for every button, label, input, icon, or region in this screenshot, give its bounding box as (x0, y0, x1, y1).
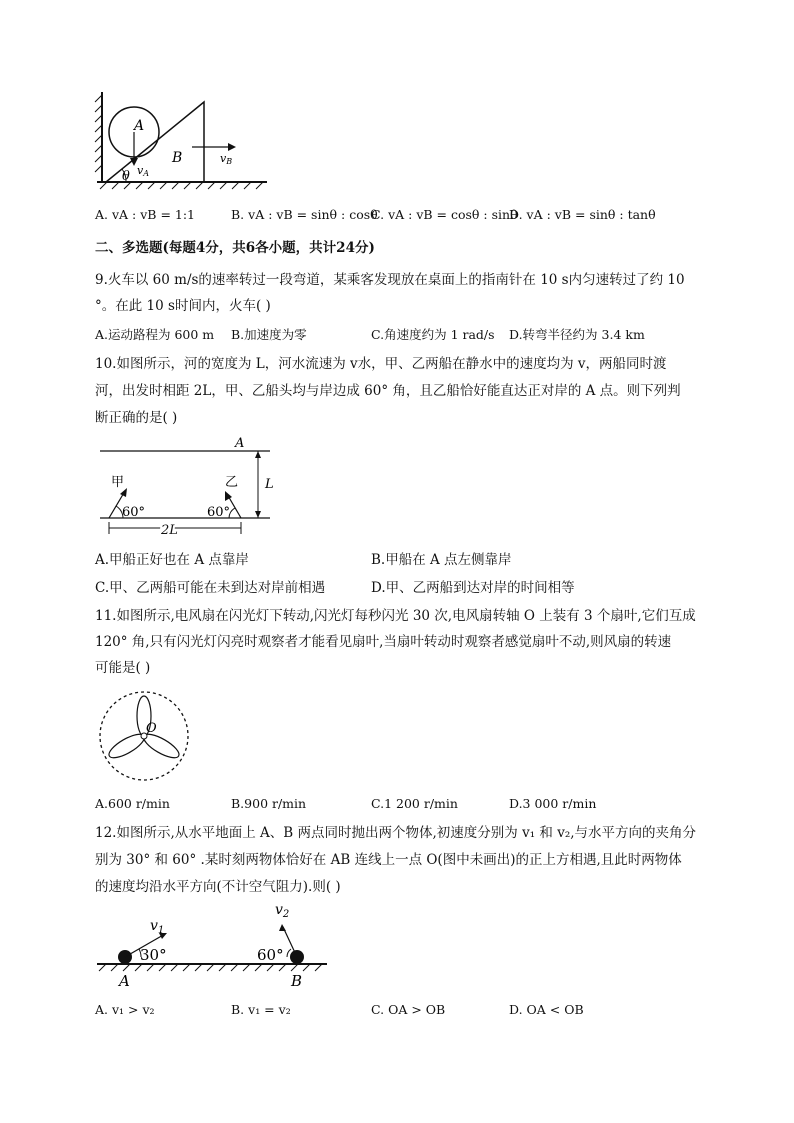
q12-option-c[interactable]: C. OA > OB (371, 1002, 446, 1017)
q11-option-b[interactable]: B.900 r/min (231, 796, 307, 811)
q9-option-d[interactable]: D.转弯半径约为 3.4 km (509, 327, 645, 342)
q12-label-B: B (291, 972, 303, 990)
q10-text-line1: 10.如图所示，河的宽度为 L，河水流速为 v水，甲、乙两船在静水中的速度均为 v，两船同时渡 (95, 356, 667, 372)
q12-label-angle1: 30° (140, 946, 167, 964)
q10-option-b[interactable]: B.甲船在 A 点左侧靠岸 (371, 552, 512, 568)
q11-option-a[interactable]: A.600 r/min (95, 796, 170, 811)
q10-text-line3: 断正确的是( ) (95, 410, 178, 426)
q8-option-d[interactable]: D. vA : vB = sinθ : tanθ (509, 207, 656, 222)
q12-figure (95, 900, 335, 992)
q11-fan-figure (96, 688, 192, 784)
q9-option-b[interactable]: B.加速度为零 (231, 327, 307, 342)
q8-figure (92, 92, 272, 194)
q10-label-2L: 2L (161, 523, 178, 536)
q8-label-A: A (134, 118, 145, 134)
q11-text-line2: 120° 角,只有闪光灯闪亮时观察者才能看见扇叶,当扇叶转动时观察者感觉扇叶不动,则风扇的转速 (95, 634, 672, 650)
q9-option-a[interactable]: A.运动路程为 600 m (95, 327, 215, 342)
q12-label-v1: $v_1$ (150, 918, 165, 936)
q10-label-L: L (265, 477, 274, 492)
q10-label-A: A (235, 436, 245, 451)
q11-label-O: O (146, 721, 157, 736)
q10-label-yi: 乙 (225, 475, 239, 490)
q10-option-c[interactable]: C.甲、乙两船可能在未到达对岸前相遇 (95, 580, 326, 596)
q8-label-theta: θ (122, 169, 130, 184)
q12-text-line2: 别为 30° 和 60° .某时刻两物体恰好在 AB 连线上一点 O(图中未画出)的正上方相遇,且此时两物体 (95, 852, 682, 868)
q10-label-angle1: 60° (122, 505, 146, 520)
q8-label-vA: vA (137, 164, 149, 178)
q12-option-b[interactable]: B. v₁ = v₂ (231, 1002, 291, 1017)
q9-option-c[interactable]: C.角速度约为 1 rad/s (371, 327, 495, 342)
q10-label-jia: 甲 (111, 475, 125, 490)
q12-option-a[interactable]: A. v₁ > v₂ (95, 1002, 155, 1017)
q9-text-line2: °。在此 10 s时间内，火车( ) (95, 298, 271, 314)
q12-option-d[interactable]: D. OA < OB (509, 1002, 584, 1017)
q12-text-line1: 12.如图所示,从水平地面上 A、B 两点同时抛出两个物体,初速度分别为 v₁ 和 v₂,与水平方向的夹角分 (95, 825, 697, 841)
q12-text-line3: 的速度均沿水平方向(不计空气阻力).则( ) (95, 879, 341, 895)
q8-option-a[interactable]: A. vA : vB = 1:1 (95, 207, 196, 222)
q11-text-line3: 可能是( ) (95, 660, 151, 676)
q10-text-line2: 河，出发时相距 2L，甲、乙船头均与岸边成 60° 角，且乙船恰好能直达正对岸的 A 点。则下列判 (95, 383, 681, 399)
section-2-title: 二、多选题(每题4分，共6各小题，共计24分) (95, 240, 375, 256)
q8-option-c[interactable]: C. vA : vB = cosθ : sinθ (371, 207, 518, 222)
q10-figure (95, 436, 285, 536)
q8-option-b[interactable]: B. vA : vB = sinθ : cosθ (231, 207, 378, 222)
q8-label-B: B (172, 150, 183, 166)
q11-option-d[interactable]: D.3 000 r/min (509, 796, 597, 811)
q9-text-line1: 9.火车以 60 m/s的速率转过一段弯道，某乘客发现放在桌面上的指南针在 10 s内匀速转过了约 10 (95, 272, 685, 288)
q12-label-angle2: 60° (257, 946, 284, 964)
q11-option-c[interactable]: C.1 200 r/min (371, 796, 458, 811)
q12-label-v2: $v_2$ (275, 902, 290, 920)
q10-option-d[interactable]: D.甲、乙两船到达对岸的时间相等 (371, 580, 575, 596)
q11-text-line1: 11.如图所示,电风扇在闪光灯下转动,闪光灯每秒闪光 30 次,电风扇转轴 O 上装有 3 个扇叶,它们互成 (95, 608, 696, 624)
q12-label-A: A (119, 972, 130, 990)
q8-label-vB: vB (220, 152, 233, 166)
q10-label-angle2: 60° (207, 505, 231, 520)
q10-option-a[interactable]: A.甲船正好也在 A 点靠岸 (95, 552, 249, 568)
